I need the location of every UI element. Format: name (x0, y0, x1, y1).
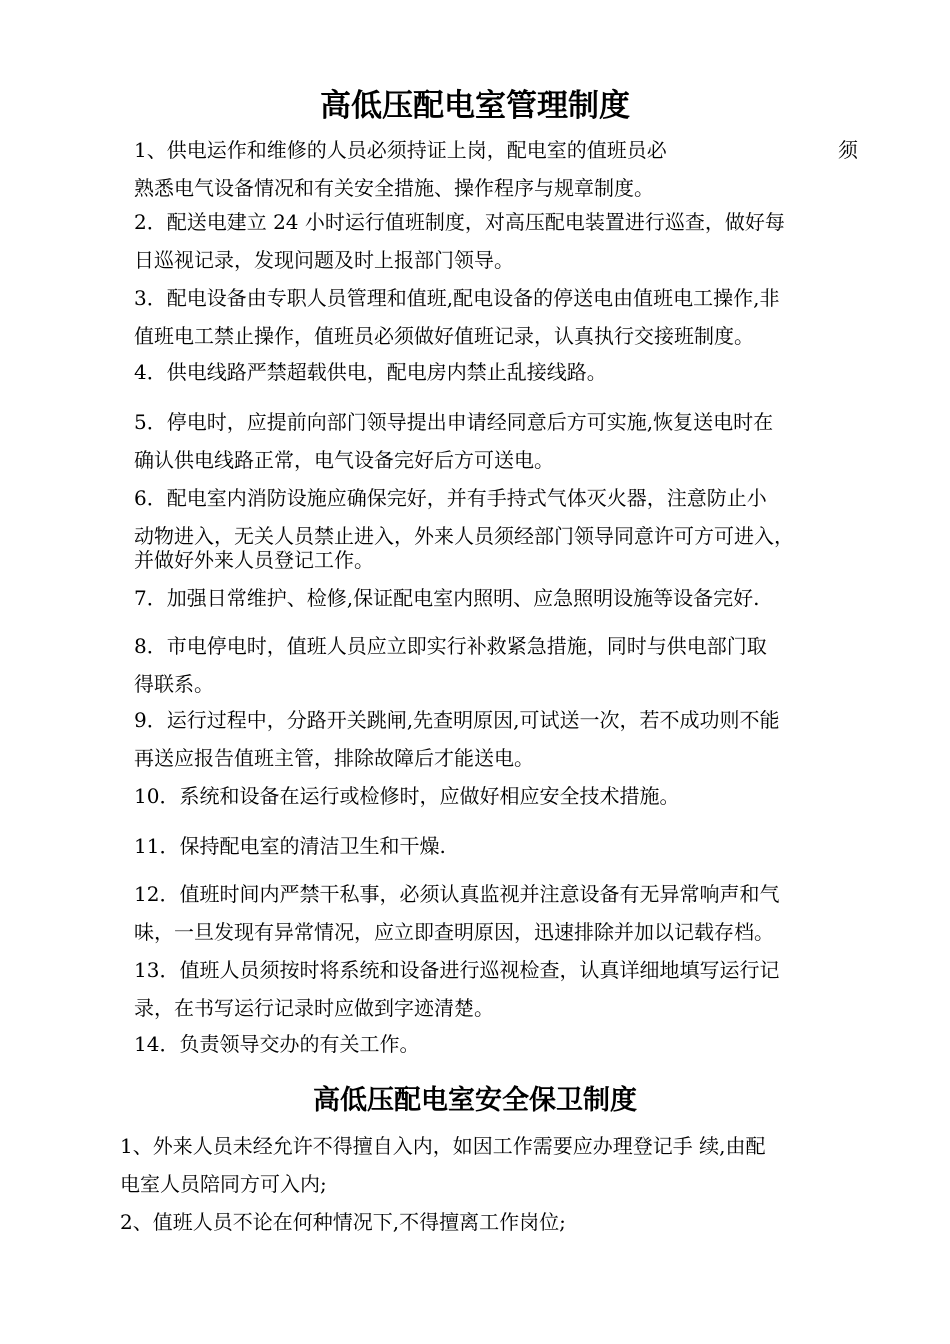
rule-continuation-line: 再送应报告值班主管，排除故障后才能送电。 (134, 746, 534, 770)
rule-continuation-line: 并做好外来人员登记工作。 (134, 548, 374, 572)
rule-first-line: 2．配送电建立 24 小时运行值班制度，对高压配电装置进行巡查，做好每 (134, 210, 785, 234)
rule-first-line: 12．值班时间内严禁干私事，必须认真监视并注意设备有无异常响声和气 (134, 882, 780, 906)
rule-first-line: 11．保持配电室的清洁卫生和干燥. (134, 834, 446, 858)
rule-first-line: 9．运行过程中，分路开关跳闸,先查明原因,可试送一次，若不成功则不能 (134, 708, 780, 732)
rule-continuation-line: 电室人员陪同方可入内; (120, 1172, 327, 1196)
rule-continuation-line: 录，在书写运行记录时应做到字迹清楚。 (134, 996, 494, 1020)
rule-first-line: 1、供电运作和维修的人员必须持证上岗，配电室的值班员必 (134, 138, 667, 162)
rule-first-line: 3．配电设备由专职人员管理和值班,配电设备的停送电由值班电工操作,非 (134, 286, 780, 310)
rule-first-line: 5．停电时，应提前向部门领导提出申请经同意后方可实施,恢复送电时在 (134, 410, 774, 434)
rule-continuation-line: 确认供电线路正常，电气设备完好后方可送电。 (134, 448, 554, 472)
rule-first-line: 14．负责领导交办的有关工作。 (134, 1032, 420, 1056)
rule-continuation-line: 味，一旦发现有异常情况，应立即查明原因，迅速排除并加以记载存档。 (134, 920, 774, 944)
rule-first-line: 6．配电室内消防设施应确保完好，并有手持式气体灭火器，注意防止小 (134, 486, 767, 510)
rule-first-line: 7．加强日常维护、检修,保证配电室内照明、应急照明设施等设备完好. (134, 586, 760, 610)
rule-first-line: 10．系统和设备在运行或检修时，应做好相应安全技术措施。 (134, 784, 680, 808)
section-title: 高低压配电室安全保卫制度 (313, 1085, 637, 1116)
rule-first-line: 13．值班人员须按时将系统和设备进行巡视检查，认真详细地填写运行记 (134, 958, 780, 982)
rule-first-line: 1、外来人员未经允许不得擅自入内，如因工作需要应办理登记手 续,由配 (120, 1134, 766, 1158)
rule-continuation-line: 熟悉电气设备情况和有关安全措施、操作程序与规章制度。 (134, 176, 654, 200)
rule-first-line: 4．供电线路严禁超载供电，配电房内禁止乱接线路。 (134, 360, 607, 384)
rule-first-line: 8．市电停电时，值班人员应立即实行补救紧急措施，同时与供电部门取 (134, 634, 767, 658)
rule-continuation-line: 日巡视记录，发现问题及时上报部门领导。 (134, 248, 514, 272)
page-title: 高低压配电室管理制度 (320, 88, 630, 124)
rule-first-line: 2、值班人员不论在何种情况下,不得擅离工作岗位; (120, 1210, 566, 1234)
rule-continuation-line: 值班电工禁止操作，值班员必须做好值班记录，认真执行交接班制度。 (134, 324, 754, 348)
rule-tail-char: 须 (838, 138, 858, 162)
rule-continuation-line: 得联系。 (134, 672, 214, 696)
rule-continuation-line: 动物进入，无关人员禁止进入，外来人员须经部门领导同意许可方可进入， (134, 524, 794, 548)
